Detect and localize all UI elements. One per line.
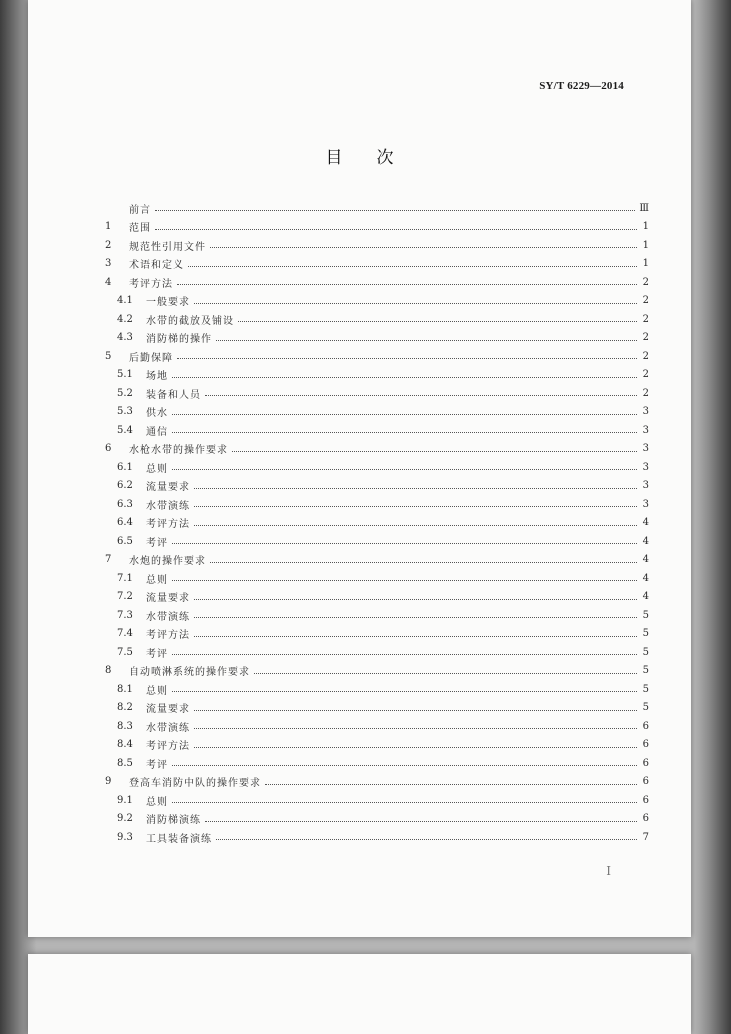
toc-entry-page: 1 <box>642 239 649 251</box>
toc-entry-number: 6.5 <box>117 535 133 547</box>
toc-entry-number: 4.2 <box>117 313 133 325</box>
toc-entry[interactable] <box>105 718 649 734</box>
toc-entry-number: 5.4 <box>117 424 133 436</box>
toc-entry-number: 6.4 <box>117 517 133 528</box>
toc-entry[interactable] <box>105 496 649 512</box>
toc-entry[interactable] <box>105 533 649 549</box>
toc-entry-page: 3 <box>642 498 649 510</box>
toc-entry-number: 4.1 <box>117 295 133 306</box>
toc-leader-dots <box>238 320 637 322</box>
toc-entry-title: 水炮的操作要求 <box>129 556 206 567</box>
toc-entry[interactable] <box>105 570 649 586</box>
toc-entry[interactable] <box>105 256 649 272</box>
toc-entry[interactable] <box>105 626 649 642</box>
toc-entry-page: 3 <box>642 480 649 491</box>
toc-entry-number: 1 <box>105 221 112 232</box>
toc-entry-page: 2 <box>642 369 649 380</box>
toc-entry-title: 考评 <box>146 759 168 771</box>
toc-entry-page: 2 <box>642 350 649 362</box>
toc-leader-dots <box>172 579 637 581</box>
toc-entry-number: 5.2 <box>117 387 133 399</box>
toc-entry-page: 6 <box>642 720 649 732</box>
toc-entry-title: 自动喷淋系统的操作要求 <box>129 667 250 678</box>
toc-entry-page: 4 <box>642 572 649 584</box>
toc-entry-title: 范围 <box>129 223 151 234</box>
toc-entry[interactable] <box>105 274 649 290</box>
toc-leader-dots <box>216 339 637 341</box>
page-number: Ⅰ <box>606 864 611 878</box>
toc-entry[interactable] <box>105 774 649 790</box>
toc-entry-number: 9.2 <box>117 813 133 824</box>
toc-entry-page: 2 <box>642 313 649 325</box>
toc-entry[interactable] <box>105 478 649 494</box>
toc-entry-page: 6 <box>642 757 649 769</box>
toc-entry-number: 6.3 <box>117 498 133 510</box>
toc-leader-dots <box>232 450 637 452</box>
toc-entry-page: 2 <box>642 276 649 288</box>
toc-entry-page: 5 <box>642 609 649 621</box>
toc-leader-dots <box>194 302 637 304</box>
toc-entry[interactable] <box>105 737 649 753</box>
toc-entry-number: 8.4 <box>117 739 133 750</box>
toc-leader-dots <box>155 228 637 230</box>
toc-entry-number: 7.2 <box>117 591 133 602</box>
toc-entry-title: 规范性引用文件 <box>129 241 206 253</box>
toc-leader-dots <box>194 727 637 729</box>
toc-entry-title: 考评 <box>146 537 168 549</box>
toc-entry-number: 6.2 <box>117 480 133 491</box>
toc-entry-title: 总则 <box>146 574 168 586</box>
toc-entry-number: 8.5 <box>117 757 133 769</box>
toc-leader-dots <box>172 413 637 415</box>
toc-entry-title: 流量要求 <box>146 704 190 715</box>
toc-entry[interactable] <box>105 663 649 679</box>
toc-entry-number: 8.1 <box>117 683 133 695</box>
toc-entry-title: 术语和定义 <box>129 260 184 271</box>
toc-leader-dots <box>172 690 637 692</box>
toc-entry-title: 水带演练 <box>146 722 190 734</box>
toc-entry-number: 7.3 <box>117 609 133 621</box>
toc-leader-dots <box>216 838 637 840</box>
toc-leader-dots <box>194 487 637 489</box>
toc-entry-title: 供水 <box>146 408 168 419</box>
toc-entry-number: 2 <box>105 239 112 251</box>
toc-entry[interactable] <box>105 644 649 660</box>
toc-entry-page: Ⅲ <box>639 202 649 214</box>
toc-entry[interactable] <box>105 589 649 605</box>
toc-entry[interactable] <box>105 515 649 531</box>
toc-entry-page: 6 <box>642 739 649 750</box>
toc-leader-dots <box>210 561 637 563</box>
toc-leader-dots <box>194 709 637 711</box>
toc-entry[interactable] <box>105 367 649 383</box>
toc-leader-dots <box>194 505 637 507</box>
toc-entry-number: 4 <box>105 276 112 288</box>
toc-entry-number: 7.1 <box>117 572 133 584</box>
toc-entry[interactable] <box>105 237 649 253</box>
toc-leader-dots <box>172 431 637 433</box>
toc-entry-number: 6.1 <box>117 461 133 473</box>
toc-entry-number: 8 <box>105 665 112 676</box>
toc-entry-page: 6 <box>642 776 649 787</box>
toc-entry-page: 3 <box>642 443 649 454</box>
toc-entry-title: 装备和人员 <box>146 389 201 401</box>
toc-entry-number: 7.5 <box>117 646 133 658</box>
toc-entry-page: 7 <box>642 831 649 843</box>
toc-entry-page: 2 <box>642 387 649 399</box>
toc-entry-title: 考评方法 <box>146 630 190 641</box>
toc-entry-number: 5.3 <box>117 406 133 417</box>
toc-entry[interactable] <box>105 700 649 716</box>
toc-leader-dots <box>172 468 637 470</box>
toc-entry-page: 2 <box>642 295 649 306</box>
toc-entry-page: 4 <box>642 554 649 565</box>
toc-entry[interactable] <box>105 404 649 420</box>
toc-entry-page: 3 <box>642 406 649 417</box>
toc-leader-dots <box>194 598 637 600</box>
toc-entry-page: 5 <box>642 683 649 695</box>
toc-leader-dots <box>194 635 637 637</box>
toc-entry-page: 2 <box>642 332 649 343</box>
toc-leader-dots <box>194 746 637 748</box>
toc-entry-page: 4 <box>642 535 649 547</box>
toc-leader-dots <box>177 357 637 359</box>
toc-entry-title: 登高车消防中队的操作要求 <box>129 778 261 789</box>
toc-entry-page: 6 <box>642 813 649 824</box>
toc-entry[interactable] <box>105 792 649 808</box>
toc-entry-title: 消防梯的操作 <box>146 334 212 345</box>
toc-leader-dots <box>210 246 637 248</box>
toc-entry-number: 8.2 <box>117 702 133 713</box>
toc-entry-title: 流量要求 <box>146 593 190 604</box>
toc-entry[interactable] <box>105 422 649 438</box>
toc-leader-dots <box>172 653 637 655</box>
toc-entry-title: 水枪水带的操作要求 <box>129 445 228 456</box>
page-title: 目次 <box>325 148 428 168</box>
toc-entry-page: 1 <box>642 221 649 232</box>
toc-leader-dots <box>254 672 637 674</box>
toc-entry-number: 9 <box>105 776 112 787</box>
toc-entry[interactable] <box>105 311 649 327</box>
toc-leader-dots <box>205 820 637 822</box>
toc-leader-dots <box>265 783 637 785</box>
toc-entry[interactable] <box>105 811 649 827</box>
toc-entry-title: 考评 <box>146 648 168 660</box>
toc-entry-page: 3 <box>642 461 649 473</box>
toc-entry-number: 7.4 <box>117 628 133 639</box>
toc-entry[interactable] <box>105 459 649 475</box>
toc-entry[interactable] <box>105 200 649 216</box>
standard-number: SY/T 6229—2014 <box>539 80 624 92</box>
toc-entry-title: 总则 <box>146 685 168 697</box>
toc-entry-number: 8.3 <box>117 720 133 732</box>
toc-entry-title: 总则 <box>146 463 168 475</box>
toc-leader-dots <box>194 616 637 618</box>
toc-entry-number: 3 <box>105 258 112 269</box>
toc-entry[interactable] <box>105 755 649 771</box>
toc-entry-title: 消防梯演练 <box>146 815 201 826</box>
toc-entry[interactable] <box>105 829 649 845</box>
toc-entry-title: 水带的截放及铺设 <box>146 315 234 327</box>
toc-leader-dots <box>188 265 637 267</box>
toc-entry-title: 水带演练 <box>146 500 190 512</box>
toc-entry-title: 总则 <box>146 796 168 808</box>
toc-leader-dots <box>205 394 637 396</box>
toc-leader-dots <box>155 209 635 211</box>
next-page <box>28 954 691 1034</box>
toc-entry-number: 7 <box>105 554 112 565</box>
toc-entry[interactable] <box>105 348 649 364</box>
toc-entry-page: 4 <box>642 517 649 528</box>
toc-entry-title: 考评方法 <box>129 278 173 290</box>
toc-entry[interactable] <box>105 552 649 568</box>
toc-entry-number: 9.1 <box>117 794 133 806</box>
toc-entry[interactable] <box>105 293 649 309</box>
toc-entry-title: 考评方法 <box>146 741 190 752</box>
toc-entry[interactable] <box>105 441 649 457</box>
toc-entry-title: 工具装备演练 <box>146 833 212 845</box>
toc-entry-page: 1 <box>642 258 649 269</box>
toc-entry-title: 场地 <box>146 371 168 382</box>
toc-entry[interactable] <box>105 607 649 623</box>
toc-entry-title: 前言 <box>129 204 151 216</box>
toc-entry-title: 后勤保障 <box>129 352 173 364</box>
toc-entry-title: 考评方法 <box>146 519 190 530</box>
toc-leader-dots <box>194 524 637 526</box>
toc-entry-number: 6 <box>105 443 112 454</box>
toc-leader-dots <box>172 764 637 766</box>
toc-entry-page: 5 <box>642 665 649 676</box>
toc-entry-title: 流量要求 <box>146 482 190 493</box>
toc-entry[interactable] <box>105 681 649 697</box>
toc-entry[interactable] <box>105 385 649 401</box>
toc-entry-title: 水带演练 <box>146 611 190 623</box>
toc-entry-number: 5 <box>105 350 112 362</box>
toc-leader-dots <box>177 283 637 285</box>
toc-leader-dots <box>172 542 637 544</box>
toc-entry[interactable] <box>105 219 649 235</box>
toc-entry-page: 5 <box>642 628 649 639</box>
toc-entry-number: 9.3 <box>117 831 133 843</box>
toc-leader-dots <box>172 801 637 803</box>
toc-entry-number: 5.1 <box>117 369 133 380</box>
toc-entry-page: 5 <box>642 702 649 713</box>
toc-entry-page: 5 <box>642 646 649 658</box>
document-page <box>28 0 691 937</box>
toc-entry[interactable] <box>105 330 649 346</box>
toc-entry-title: 通信 <box>146 426 168 438</box>
toc-leader-dots <box>172 376 637 378</box>
toc-entry-number: 4.3 <box>117 332 133 343</box>
toc-entry-page: 6 <box>642 794 649 806</box>
toc-entry-page: 4 <box>642 591 649 602</box>
toc-entry-title: 一般要求 <box>146 297 190 308</box>
toc-entry-page: 3 <box>642 424 649 436</box>
